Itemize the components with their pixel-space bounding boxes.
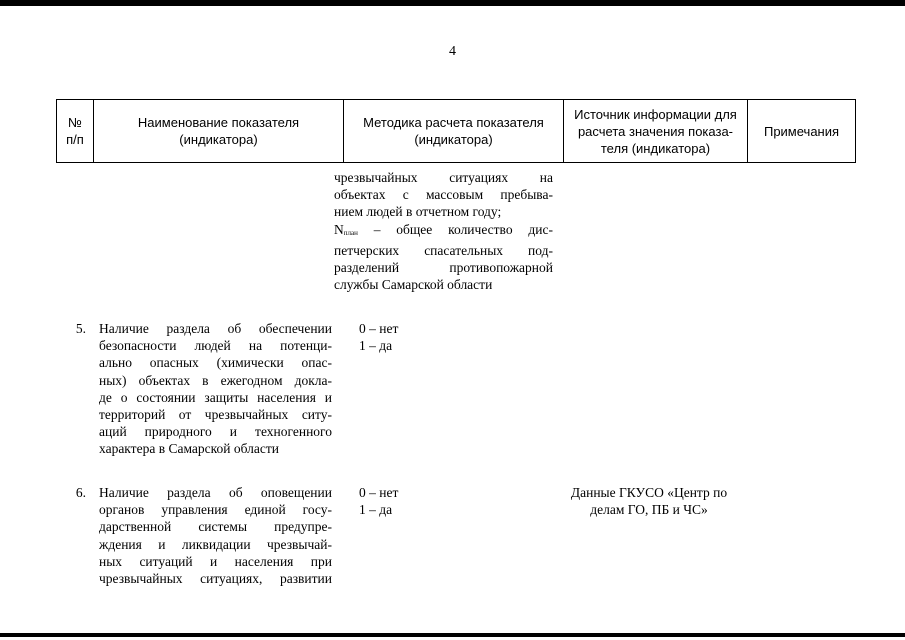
info-source: Данные ГКУСО «Центр по делам ГО, ПБ и ЧС» — [570, 485, 728, 518]
table-header — [56, 99, 856, 163]
page-number: 4 — [449, 44, 456, 59]
text-line: службы Самарской области — [334, 277, 493, 293]
text-line: нием людей в отчетном году; — [334, 204, 502, 220]
row-number: 6. — [75, 485, 86, 500]
top-border — [0, 0, 905, 6]
indicator-name: Наличие раздела об обеспечении безопасности людей на потенци- ально опасных (химически опас- ных) объектах в ежегодном докла- де о состоянии защиты населения и территорий от чрезвычайных ситу- аций природного и техногенного характера в Самарской области — [99, 321, 332, 457]
n-subscript: план — [343, 228, 358, 237]
n-plan-line — [334, 221, 553, 242]
text-line: чрезвычайных ситуациях на — [334, 170, 553, 185]
text-line: петчерских спасательных под- — [334, 242, 553, 258]
header-indicator-name: Наименование показателя (индикатора) — [94, 100, 344, 162]
row-number: 5. — [75, 321, 86, 336]
header-notes: Примечания — [763, 123, 840, 139]
calc-method: 0 – нет 1 – да — [359, 321, 399, 354]
n-symbol: N — [334, 221, 344, 237]
method-continuation — [334, 169, 553, 293]
text-line: объектах с массовым пребыва- — [334, 187, 553, 203]
n-definition: – общее количество дис- — [357, 221, 553, 237]
indicator-name: Наличие раздела об оповещении органов управления единой госу- дарственной системы предупре- ждения и ликвидации чрезвычай- ных ситуаций и населения при чрезвычайных ситуациях, развитии — [99, 485, 332, 587]
text-line: разделений противопожарной — [334, 260, 553, 276]
header-info-source: Источник информации для расчета значения показа- теля (индикатора) — [564, 100, 748, 162]
header-calc-method: Методика расчета показателя (индикатора) — [344, 100, 564, 162]
bottom-border — [0, 633, 905, 637]
header-number: № п/п — [57, 100, 94, 162]
calc-method: 0 – нет 1 – да — [359, 485, 399, 518]
